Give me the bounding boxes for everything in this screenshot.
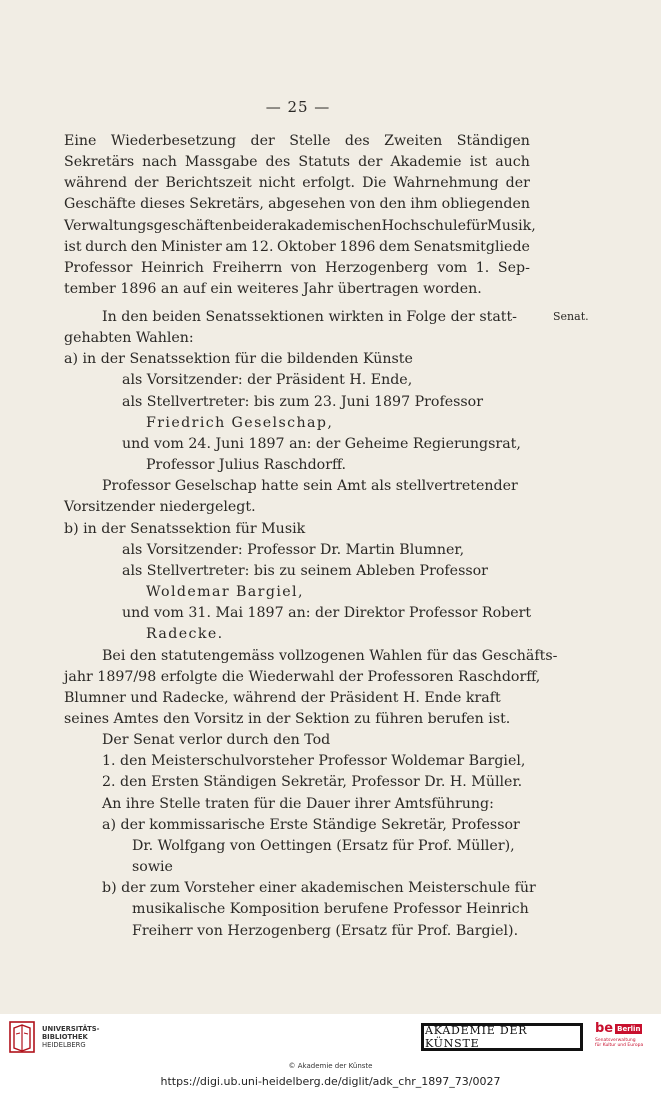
text-line: Bei den statutengemäss vollzogenen Wahlen für das Geschäfts- (102, 647, 558, 664)
copyright-notice: © Akademie der Künste (288, 1062, 373, 1070)
section-senate (64, 307, 558, 942)
text-line: und vom 31. Mai 1897 an: der Direktor Professor Robert (122, 605, 532, 622)
berlin-be: be (595, 1021, 614, 1036)
list-item-b: b) in der Senatssektion für Musik (64, 520, 306, 537)
text-line: während der Berichtszeit nicht erfolgt. Die Wahrnehmung der (64, 175, 530, 192)
text-line: als Stellvertreter: bis zu seinem Ableben Professor (122, 562, 488, 579)
university-library-logo-icon (8, 1020, 36, 1054)
berlin-sub2: für Kultur und Europa (595, 1043, 644, 1048)
text-line: Eine Wiederbesetzung der Stelle des Zweiten Ständigen (64, 133, 530, 149)
text-line: als Vorsitzender: Professor Dr. Martin Blumner, (122, 541, 465, 558)
text-line: tember 1896 an auf ein weiteres Jahr übertragen worden. (64, 281, 482, 298)
ub-line2: BIBLIOTHEK (42, 1033, 88, 1041)
list-item-2: 2. den Ersten Ständigen Sekretär, Professor Dr. H. Müller. (102, 774, 523, 791)
text-line: Woldemar Bargiel, (146, 584, 304, 601)
ub-heidelberg-logo[interactable] (8, 1020, 100, 1054)
list-item-a: a) der kommissarische Erste Ständige Sekretär, Professor (102, 816, 520, 833)
text-line: Professor Geselschap hatte sein Amt als stellvertretender (102, 478, 518, 495)
ub-line3: HEIDELBERG (42, 1041, 86, 1049)
text-line: Professor Julius Raschdorff. (146, 457, 347, 474)
text-line: Radecke. (146, 626, 224, 643)
text-line: als Stellvertreter: bis zum 23. Juni 1897 Professor (122, 393, 484, 410)
text-line: Vorsitzender niedergelegt. (64, 499, 256, 516)
text-line: Verwaltungsgeschäften bei der akademischen Hochschule für Musik, (64, 217, 536, 234)
berlin-logo-mark (595, 1021, 653, 1036)
text-line: sowie (132, 859, 173, 876)
text-line: gehabten Wahlen: (64, 330, 194, 347)
text-line: Professor Heinrich Freiherrn von Herzogenberg vom 1. Sep- (64, 259, 530, 276)
permalink-url[interactable]: https://digi.ub.uni-heidelberg.de/diglit/adk_chr_1897_73/0027 (160, 1075, 501, 1088)
text-line: als Vorsitzender: der Präsident H. Ende, (122, 372, 413, 389)
text-line: Geschäfte dieses Sekretärs, abgesehen von den ihm obliegenden (64, 196, 530, 213)
paragraph-secretary (64, 131, 536, 300)
text-line: ist durch den Minister am 12. Oktober 1896 dem Senatsmitgliede (64, 238, 530, 255)
text-line: musikalische Komposition berufene Professor Heinrich (132, 901, 529, 918)
text-line: Blumner und Radecke, während der Präsident H. Ende kraft (64, 689, 501, 706)
text-line: Sekretärs nach Massgabe des Statuts der Akademie ist auch (64, 154, 530, 171)
text-line: und vom 24. Juni 1897 an: der Geheime Regierungsrat, (122, 435, 521, 452)
ub-logo-text (42, 1025, 100, 1049)
text-line: Friedrich Geselschap, (146, 414, 334, 431)
text-line: In den beiden Senatssektionen wirkten in Folge der statt- (102, 309, 517, 325)
ub-line1: UNIVERSITÄTS- (42, 1025, 100, 1033)
text-line: jahr 1897/98 erfolgte die Wiederwahl der Professoren Raschdorff, (64, 668, 541, 685)
text-line: An ihre Stelle traten für die Dauer ihrer Amtsführung: (102, 795, 494, 812)
list-item-a: a) in der Senatssektion für die bildenden Künste (64, 351, 413, 368)
berlin-senate-logo[interactable] (595, 1021, 653, 1048)
list-item-1: 1. den Meisterschulvorsteher Professor Woldemar Bargiel, (102, 753, 526, 770)
text-line: Freiherr von Herzogenberg (Ersatz für Prof. Bargiel). (132, 922, 519, 939)
list-item-b: b) der zum Vorsteher einer akademischen Meisterschule für (102, 880, 536, 897)
text-line: seines Amtes den Vorsitz in der Sektion zu führen berufen ist. (64, 710, 511, 727)
berlin-word: Berlin (617, 1024, 641, 1033)
adk-logo-text: AKADEMIE DER KÜNSTE (424, 1026, 580, 1048)
berlin-sub1: Senatsverwaltung (595, 1038, 636, 1043)
text-line: Der Senat verlor durch den Tod (102, 732, 331, 749)
akademie-der-kuenste-logo[interactable] (421, 1023, 583, 1051)
margin-note: Senat. (553, 310, 589, 323)
page-number: — 25 — (265, 98, 331, 116)
text-line: Dr. Wolfgang von Oettingen (Ersatz für Prof. Müller), (132, 837, 515, 854)
